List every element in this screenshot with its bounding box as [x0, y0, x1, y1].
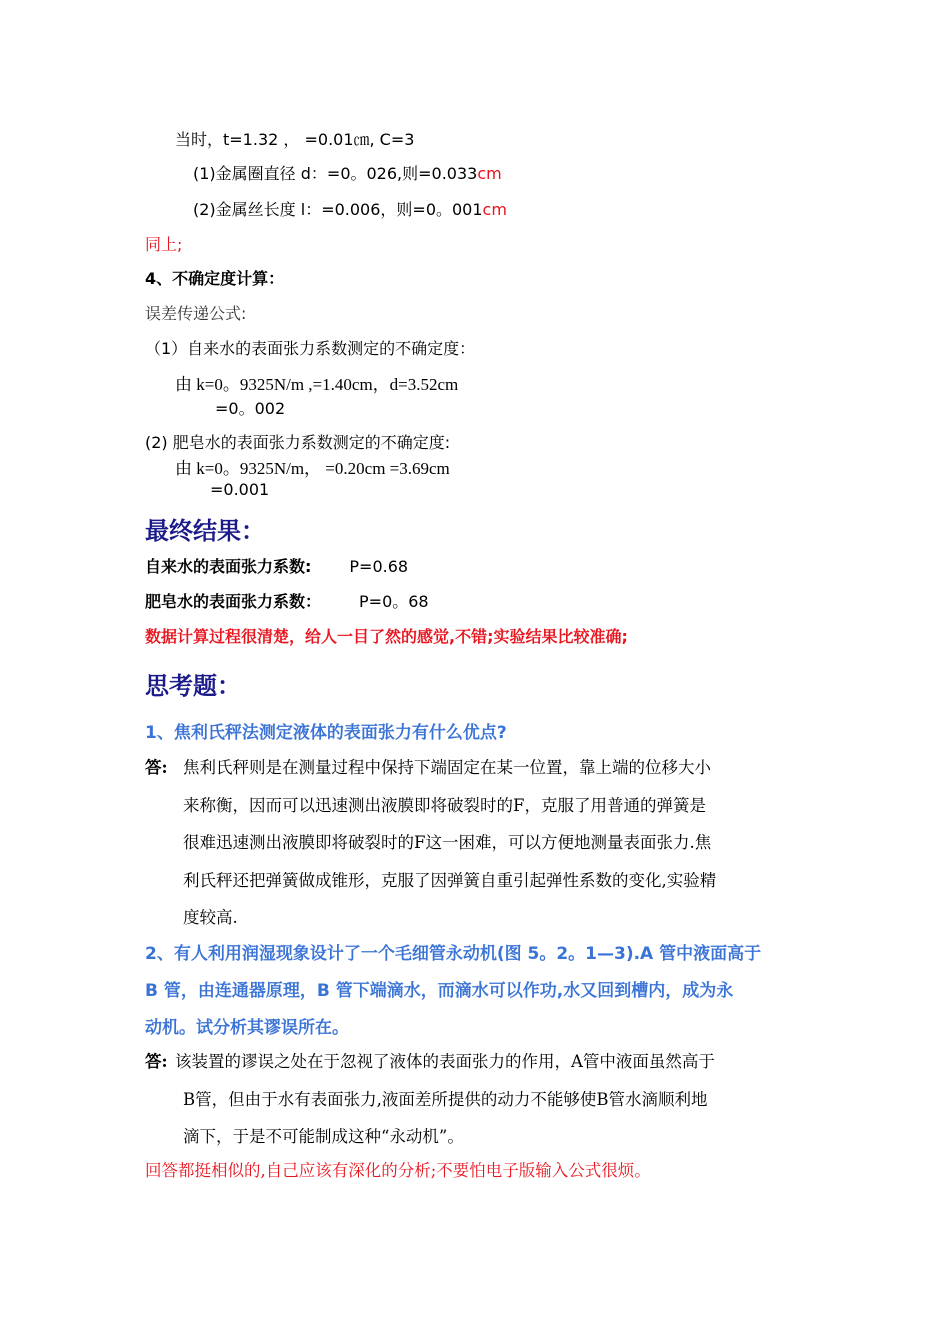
- answer-1-line: 焦利氏秤则是在测量过程中保持下端固定在某一位置，靠上端的位移大小: [183, 758, 711, 777]
- wire-length-line: [193, 197, 507, 220]
- soap-water-label: 肥皂水的表面张力系数：: [145, 592, 322, 611]
- answer-2-line: 滴下，于是不可能制成这种“永动机”。: [183, 1127, 464, 1146]
- teacher-comment-questions: 回答都挺相似的,自己应该有深化的分析;不要怕电子版输入公式很烦。: [145, 1161, 651, 1180]
- item2-given: 由 k=0。9325N/m， =0.20cm =3.69cm: [175, 459, 450, 478]
- final-row-soap-water: [145, 589, 429, 612]
- answer-1-line: 很难迅速测出液膜即将破裂时的F这一困难，可以方便地测量表面张力.焦: [183, 833, 712, 852]
- answer-2-label: 答:: [145, 1052, 168, 1071]
- item1-result: =0。002: [215, 399, 286, 418]
- given-values-line: 当时，t=1.32 ， =0.01㎝, C=3: [175, 130, 415, 149]
- item2-title: (2) 肥皂水的表面张力系数测定的不确定度:: [145, 433, 451, 452]
- item1-title: （1）自来水的表面张力系数测定的不确定度：: [145, 339, 476, 358]
- question-2-line: B 管，由连通器原理，B 管下端滴水，而滴水可以作功,水又回到槽内，成为永: [145, 981, 734, 1001]
- question-2-line: 2、有人利用润湿现象设计了一个毛细管永动机(图 5。2。1—3).A 管中液面高于: [145, 944, 762, 964]
- unit-cm: cm: [477, 164, 502, 183]
- answer-1-label: 答:: [145, 758, 168, 777]
- teacher-comment-same: 同上;: [145, 235, 183, 254]
- answer-2-line: 该装置的谬误之处在于忽视了液体的表面张力的作用，A管中液面虽然高于: [175, 1052, 715, 1071]
- questions-heading: 思考题：: [145, 672, 241, 700]
- section4-heading: 4、不确定度计算：: [145, 269, 285, 288]
- tap-water-value: P=0.68: [349, 557, 409, 576]
- unit-cm: cm: [482, 200, 507, 219]
- item1-given: 由 k=0。9325N/m ,=1.40cm，d=3.52cm: [175, 375, 459, 394]
- item2-result: =0.001: [210, 480, 270, 499]
- answer-2-line: B管，但由于水有表面张力,液面差所提供的动力不能够使B管水滴顺利地: [183, 1090, 708, 1109]
- answer-1-line: 利氏秤还把弹簧做成锥形，克服了因弹簧自重引起弹性系数的变化,实验精: [183, 871, 717, 890]
- wire-length-text: (2)金属丝长度 l：=0.006，则=0。001: [193, 200, 483, 219]
- formula-label: 误差传递公式:: [145, 304, 247, 323]
- answer-1-line: 度较高.: [183, 908, 238, 927]
- teacher-comment-final: 数据计算过程很清楚，给人一目了然的感觉,不错;实验结果比较准确;: [145, 627, 628, 646]
- soap-water-value: P=0。68: [359, 592, 429, 611]
- tap-water-label: 自来水的表面张力系数:: [145, 557, 312, 576]
- question-1: 1、焦利氏秤法测定液体的表面张力有什么优点?: [145, 723, 507, 743]
- question-2-line: 动机。试分析其谬误所在。: [145, 1018, 349, 1038]
- ring-diameter-line: [193, 161, 502, 184]
- final-heading: 最终结果：: [145, 517, 265, 545]
- final-row-tap-water: [145, 554, 408, 577]
- answer-1-line: 来称衡，因而可以迅速测出液膜即将破裂时的F，克服了用普通的弹簧是: [183, 796, 706, 815]
- ring-diameter-text: (1)金属圈直径 d：=0。026,则=0.033: [193, 164, 478, 183]
